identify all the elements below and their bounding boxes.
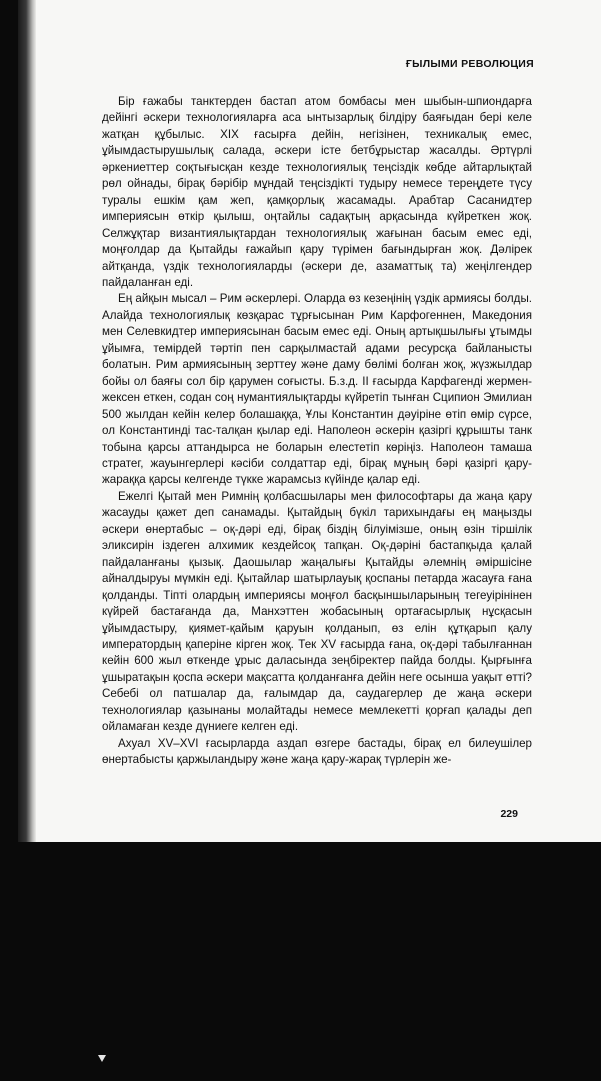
paragraph: Ахуал XV–XVI ғасырларда аздап өзгере бастады, бірақ ел билеушілер өнертабысты қаржыландыру және жаңа қару-жарақ түрлерін же- xyxy=(102,736,532,767)
running-header: ҒЫЛЫМИ РЕВОЛЮЦИЯ xyxy=(405,58,534,70)
paragraph: Бір ғажабы танктерден бастап атом бомбасы мен шыбын-шпиондарға дейінгі әскери технологияларға аса ынтызарлық білдіру баяғыдан бері келе жатқан құбылыс. XIX ғасырға дейін, негізінен, техникалық емес, ұйымдастырушылық салада, әскери істе бетбұрыстар жасалды. Әртүрлі әркениеттер соқтығысқан кезде технологиялық теңсіздік көбде айтарлықтай рөл ойнады, бірақ бәрібір мұндай теңсіздікті тудыру немесе тереңдете түсу туралы ешкім қам жеп, қамқорлық жасамады. Арабтар Сасанидтер империясын өткір қылыш, оңтайлы садақтың арқасында күйреткен жоқ. Селжұқтар византиялықтардан технологиялық жағынан басым емес еді, моңғолдар да Қытайды ғажайып қару түрімен бағындырған жоқ. Дәлірек айтқанда, үздік технологияларды (әскери де, азаматтық та) жеңілгендер пайдаланған еді. xyxy=(102,95,532,289)
page-number: 229 xyxy=(500,808,518,820)
paragraph: Ең айқын мысал – Рим әскерлері. Оларда өз кезеңінің үздік армиясы болды. Алайда технологиялық көзқарас тұрғысынан Рим Карфогеннен, Македония мен Селевкидтер империясынан басым емес еді. Оның артықшылығы ұтымды ұйымға, темірдей тәртіп пен сарқылмастай адами ресурсқа байланысты болатын. Рим армиясының зерттеу және даму бөлімі болған жоқ, жүзжылдар бойы ол баяғы сол бір қарумен соғысты. Б.з.д. II ғасырда Карфагенді жермен-жексен еткен, содан соң нумантиялықтарды күйретіп тынған Сципион Эмилиан 500 жылдан кейін келер болашаққа, Ұлы Константин дәуіріне өтіп өмір сүрсе, ол Константинді тас-талқан қылар еді. Наполеон әскерін қазіргі құрышты танк тобына қарсы аттандырса не боларын елестетіп көріңіз. Наполеон тамаша стратег, жауынгерлері кәсіби солдаттар еді, бірақ мұның бәрі қазіргі қару-жараққа қарсы келгенде түкке жарамсыз күйінде қалар еді. xyxy=(102,292,532,487)
body-text xyxy=(102,94,532,769)
paragraph: Ежелгі Қытай мен Римнің қолбасшылары мен философтары да жаңа қару жасауды қажет деп санамады. Қытайдың бүкіл тарихындағы ең маңызды әскери өнертабыс – оқ-дәрі еді, бірақ біздің білуімізше, оның өзін тіршілік эликсирін іздеген алхимик кездейсоқ тапқан. Оқ-дәріні бастапқыда қалай пайдаланғаны қызық. Даошылар жаңалығы Қытайды әлемнің әміршісіне айналдыруы мүмкін еді. Қытайлар шатырлауық қоспаны петарда жасауға ғана қолданды. Тіпті олардың империясы моңғол басқыншыларының тегеуірінінен күйрей бастағанда да, Манхэттен жобасының ортағасырлық нұсқасын ұйымдастыру, қиямет-қайым қаруын қолданып, өз елін құтқарып қалу императордың қаперіне кірген жоқ. Тек XV ғасырда ғана, оқ-дәрі табылғаннан кейін 600 жыл өткенде ұрыс даласында зеңбіректер пайда болды. Қырғынға ұшыратақын қоспа әскери мақсатта қолданғанға дейін неге осынша уақыт өтті? Себебі ол патшалар да, ғалымдар да, саудагерлер де жаңа әскери технологиялар қазынаны молайтады немесе мемлекетті қорғап қалады деп ойламаған кезде дүниеге келген еді. xyxy=(102,489,532,734)
scan-artifact-mark xyxy=(98,1055,106,1062)
book-spine-shadow xyxy=(18,0,36,842)
book-page xyxy=(18,0,601,842)
